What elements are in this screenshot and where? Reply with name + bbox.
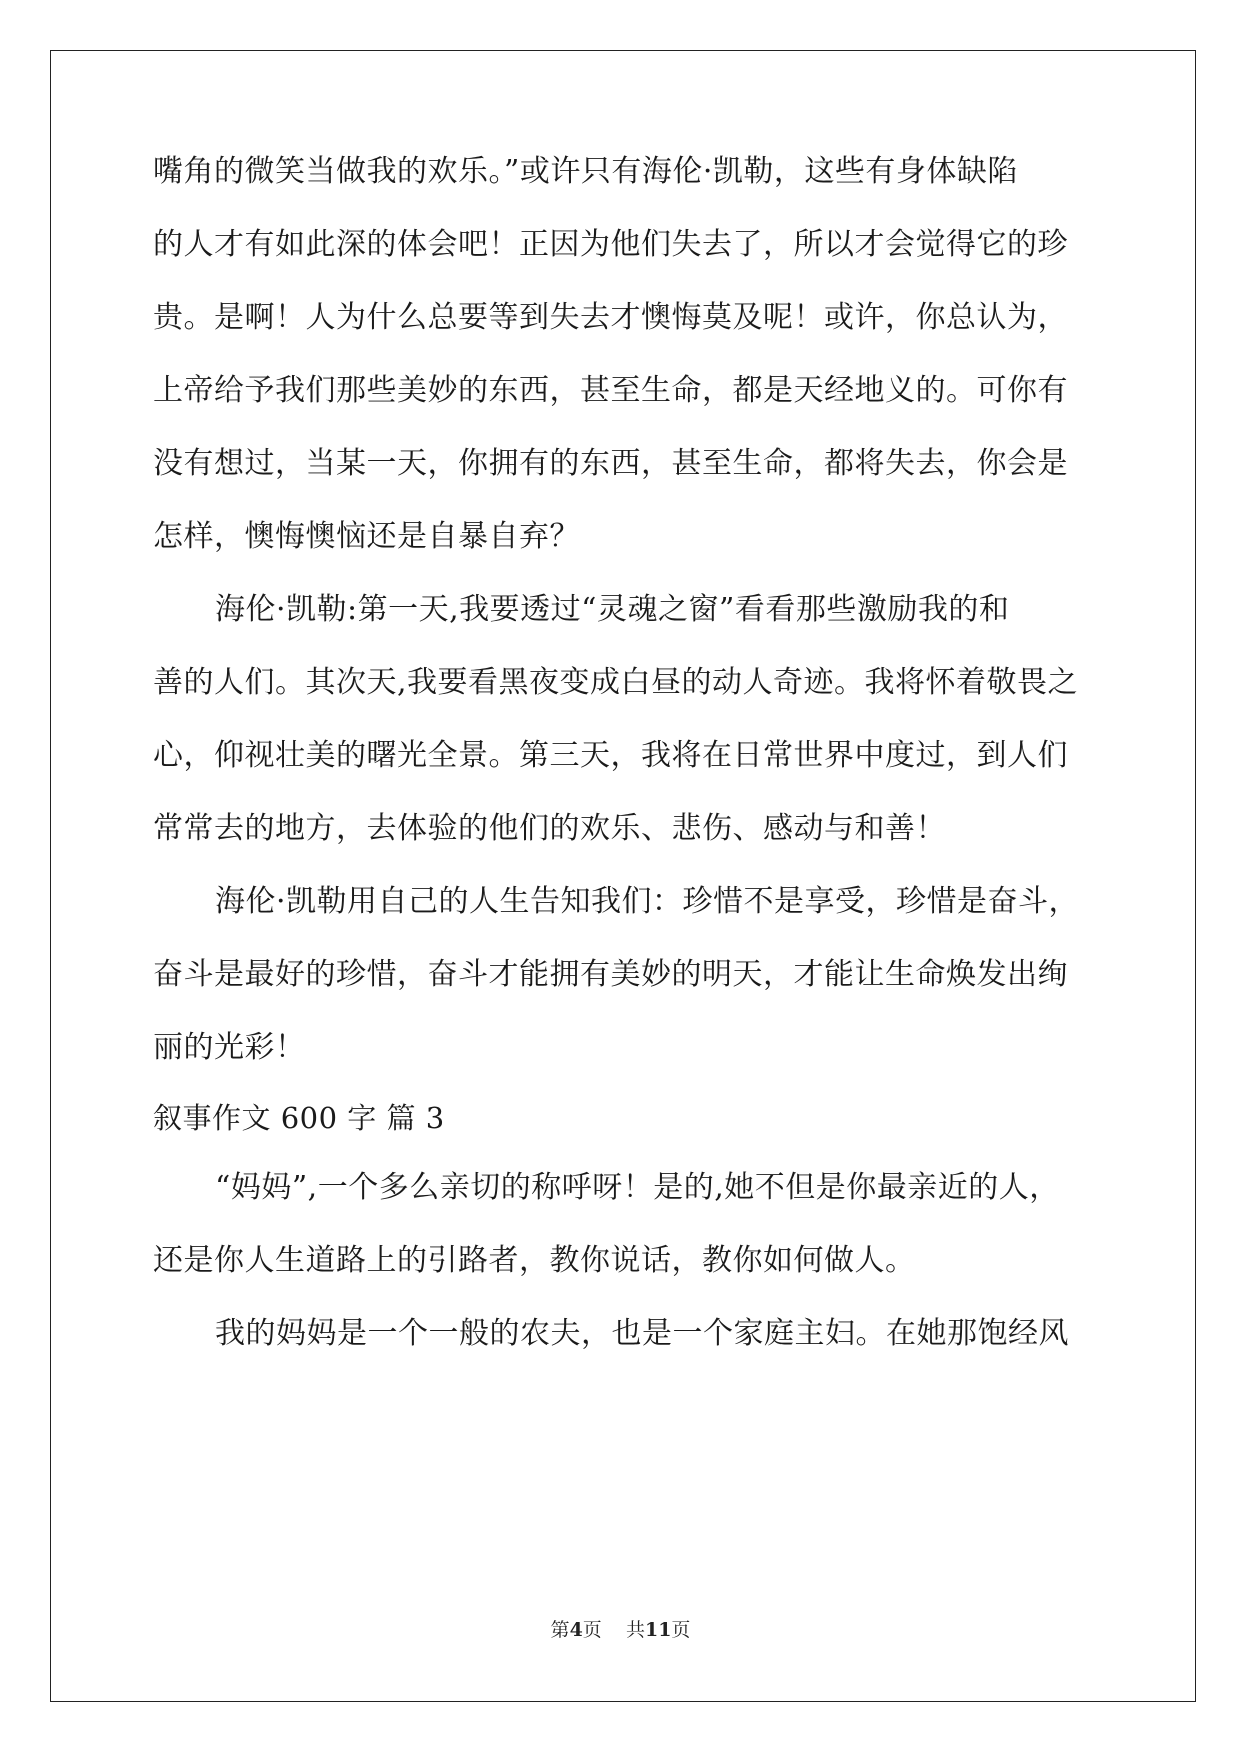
text-line: 善的人们。其次天,我要看黑夜变成白昼的动人奇迹。我将怀着敬畏之 [153,665,1079,700]
text-line: 海伦·凯勒用自己的人生告知我们：珍惜不是享受，珍惜是奋斗， [215,884,1080,919]
total-pages-number: 11 [644,1619,672,1641]
text-line: 嘴角的微笑当做我的欢乐。”或许只有海伦·凯勒，这些有身体缺陷 [153,154,1018,189]
text-line: 常常去的地方，去体验的他们的欢乐、悲伤、感动与和善！ [153,811,946,846]
text-line: 我的妈妈是一个一般的农夫，也是一个家庭主妇。在她那饱经风 [215,1316,1069,1351]
text-line: 贵。是啊！人为什么总要等到失去才懊悔莫及呢！或许，你总认为， [153,300,1068,335]
text-line: 心，仰视壮美的曙光全景。第三天，我将在日常世界中度过，到人们 [153,738,1068,773]
text-line: 上帝给予我们那些美妙的东西，甚至生命，都是天经地义的。可你有 [153,373,1068,408]
text-line: 丽的光彩！ [153,1030,306,1065]
text-line: 奋斗是最好的珍惜，奋斗才能拥有美妙的明天，才能让生命焕发出绚 [153,957,1068,992]
footer-mid: 页 共 [582,1619,645,1641]
text-line: 还是你人生道路上的引路者，教你说话，教你如何做人。 [153,1243,916,1278]
text-line: 没有想过，当某一天，你拥有的东西，甚至生命，都将失去，你会是 [153,446,1068,481]
text-line: 海伦·凯勒:第一天,我要透过“灵魂之窗”看看那些激励我的和 [215,592,1010,627]
text-line: 的人才有如此深的体会吧！正因为他们失去了，所以才会觉得它的珍 [153,227,1068,262]
text-line: “妈妈”,一个多么亲切的称呼呀！是的,她不但是你最亲近的人， [215,1170,1060,1205]
section-heading: 叙事作文 600 字 篇 3 [153,1101,445,1135]
footer-prefix: 第 [550,1619,570,1641]
text-line: 怎样，懊悔懊恼还是自暴自弃？ [153,519,580,554]
footer-suffix: 页 [671,1619,691,1641]
current-page-number: 4 [569,1619,583,1641]
page-footer [0,1618,1241,1642]
